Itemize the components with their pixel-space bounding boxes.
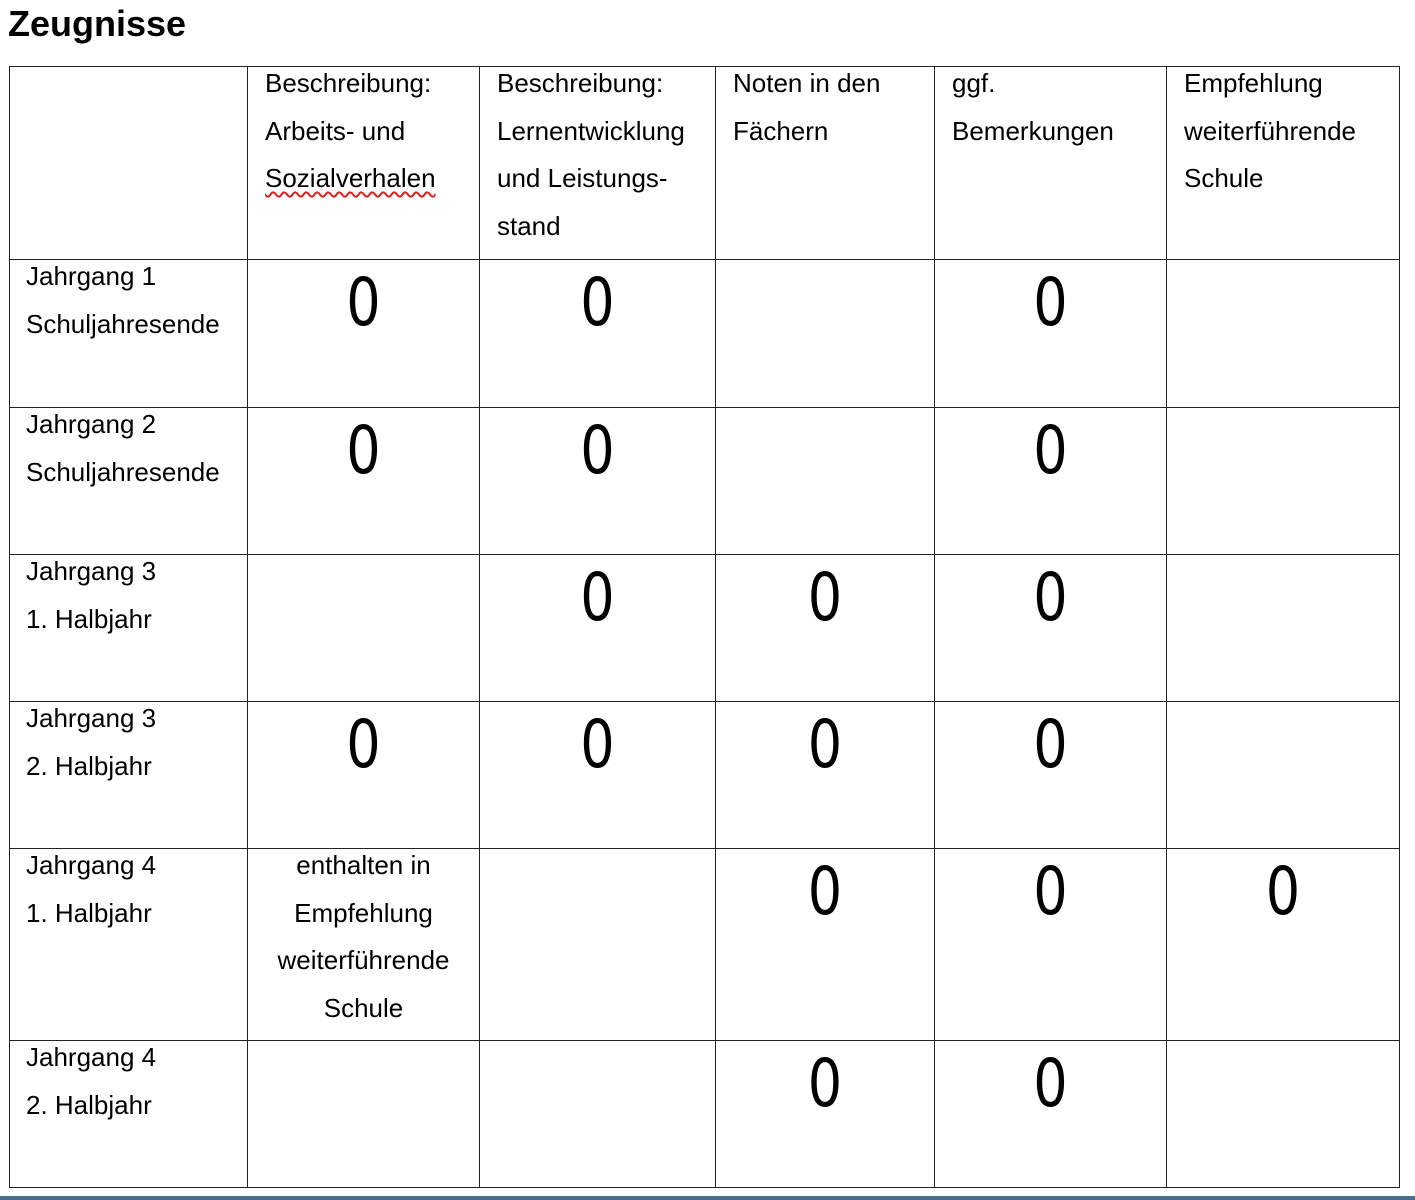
cell-mark: 0	[580, 706, 615, 783]
table-cell	[480, 408, 716, 555]
table-cell	[935, 408, 1167, 555]
table-cell	[716, 1041, 935, 1188]
header-text: Lernentwicklung	[497, 115, 685, 146]
header-text: Empfehlung	[1184, 68, 1323, 98]
cell-mark: 0	[807, 559, 843, 636]
table-cell	[935, 260, 1167, 408]
header-cell-remarks	[935, 67, 1167, 260]
row-label: Jahrgang 1	[26, 261, 157, 291]
table-cell	[480, 702, 716, 849]
row-label: Schuljahresende	[26, 456, 220, 487]
table-cell	[480, 849, 716, 1041]
row-label-cell	[10, 260, 248, 408]
table-cell	[248, 260, 480, 408]
row-label: Jahrgang 3	[26, 556, 157, 586]
cell-mark: 0	[580, 264, 615, 341]
header-row	[10, 67, 1400, 260]
row-label-cell	[10, 849, 248, 1041]
cell-mark: 0	[807, 706, 843, 783]
table-cell	[1167, 555, 1400, 702]
row-label: 1. Halbjahr	[26, 603, 152, 634]
row-label: 1. Halbjahr	[26, 897, 152, 928]
included-note: enthalten in Empfehlung weiterführende Schule	[277, 850, 450, 1023]
table-cell	[1167, 408, 1400, 555]
table-cell	[248, 408, 480, 555]
header-text: Arbeits- und	[265, 115, 406, 146]
header-text: Noten in den	[733, 68, 881, 98]
table-cell	[716, 408, 935, 555]
header-text: Fächern	[733, 115, 829, 146]
header-text: ggf.	[952, 68, 996, 98]
table-cell	[480, 555, 716, 702]
row-label-cell	[10, 408, 248, 555]
corner-cell	[10, 67, 248, 260]
row-label: Schuljahresende	[26, 308, 220, 339]
cell-mark: 0	[1265, 853, 1301, 930]
table-row	[10, 702, 1400, 849]
table-cell	[935, 702, 1167, 849]
cell-mark: 0	[1033, 1045, 1068, 1122]
row-label: Jahrgang 4	[26, 1042, 157, 1072]
row-label: 2. Halbjahr	[26, 750, 152, 781]
header-text: Beschreibung:	[497, 68, 664, 98]
cell-mark: 0	[580, 412, 615, 489]
cell-mark: 0	[580, 559, 615, 636]
table-cell	[248, 702, 480, 849]
table-cell	[480, 260, 716, 408]
cell-mark: 0	[1033, 412, 1068, 489]
table-cell	[935, 555, 1167, 702]
table-row	[10, 555, 1400, 702]
header-text: Beschreibung:	[265, 68, 432, 98]
row-label-cell	[10, 555, 248, 702]
table-cell	[248, 555, 480, 702]
table-cell	[248, 1041, 480, 1188]
page-title: Zeugnisse	[8, 3, 187, 44]
row-label: Jahrgang 2	[26, 409, 157, 439]
header-cell-recommendation	[1167, 67, 1400, 260]
table-cell	[935, 849, 1167, 1041]
header-text: und Leistungs-	[497, 163, 668, 193]
row-label-cell	[10, 1041, 248, 1188]
cell-mark: 0	[807, 853, 843, 930]
row-label-cell	[10, 702, 248, 849]
table-row	[10, 408, 1400, 555]
header-text: Schule	[1184, 163, 1264, 193]
header-cell-learning	[480, 67, 716, 260]
table-cell	[1167, 702, 1400, 849]
cell-mark: 0	[346, 706, 381, 783]
table-cell	[716, 702, 935, 849]
cell-mark: 0	[346, 412, 381, 489]
header-cell-grades	[716, 67, 935, 260]
table-row	[10, 849, 1400, 1041]
table-row	[10, 260, 1400, 408]
header-cell-work-social	[248, 67, 480, 260]
cell-mark: 0	[1033, 264, 1068, 341]
cell-mark: 0	[807, 1045, 843, 1122]
cell-mark: 0	[1033, 706, 1068, 783]
header-text: weiterführende	[1184, 115, 1356, 146]
row-label: Jahrgang 4	[26, 850, 157, 880]
table-cell	[935, 1041, 1167, 1188]
table-row	[10, 1041, 1400, 1188]
row-label: Jahrgang 3	[26, 703, 157, 733]
table-cell	[716, 260, 935, 408]
cell-mark: 0	[346, 264, 381, 341]
certificate-table	[9, 66, 1400, 1188]
header-text-misspelled: Sozialverhalen	[265, 163, 436, 193]
table-cell	[480, 1041, 716, 1188]
table-cell-note	[248, 849, 480, 1041]
table-cell	[1167, 1041, 1400, 1188]
window-bottom-edge	[0, 1196, 1415, 1200]
table-cell	[716, 849, 935, 1041]
cell-mark: 0	[1033, 559, 1068, 636]
table-cell	[1167, 260, 1400, 408]
cell-mark: 0	[1033, 853, 1068, 930]
header-text: Bemerkungen	[952, 115, 1114, 146]
header-text: stand	[497, 210, 561, 241]
row-label: 2. Halbjahr	[26, 1089, 152, 1120]
table-cell	[1167, 849, 1400, 1041]
table-cell	[716, 555, 935, 702]
